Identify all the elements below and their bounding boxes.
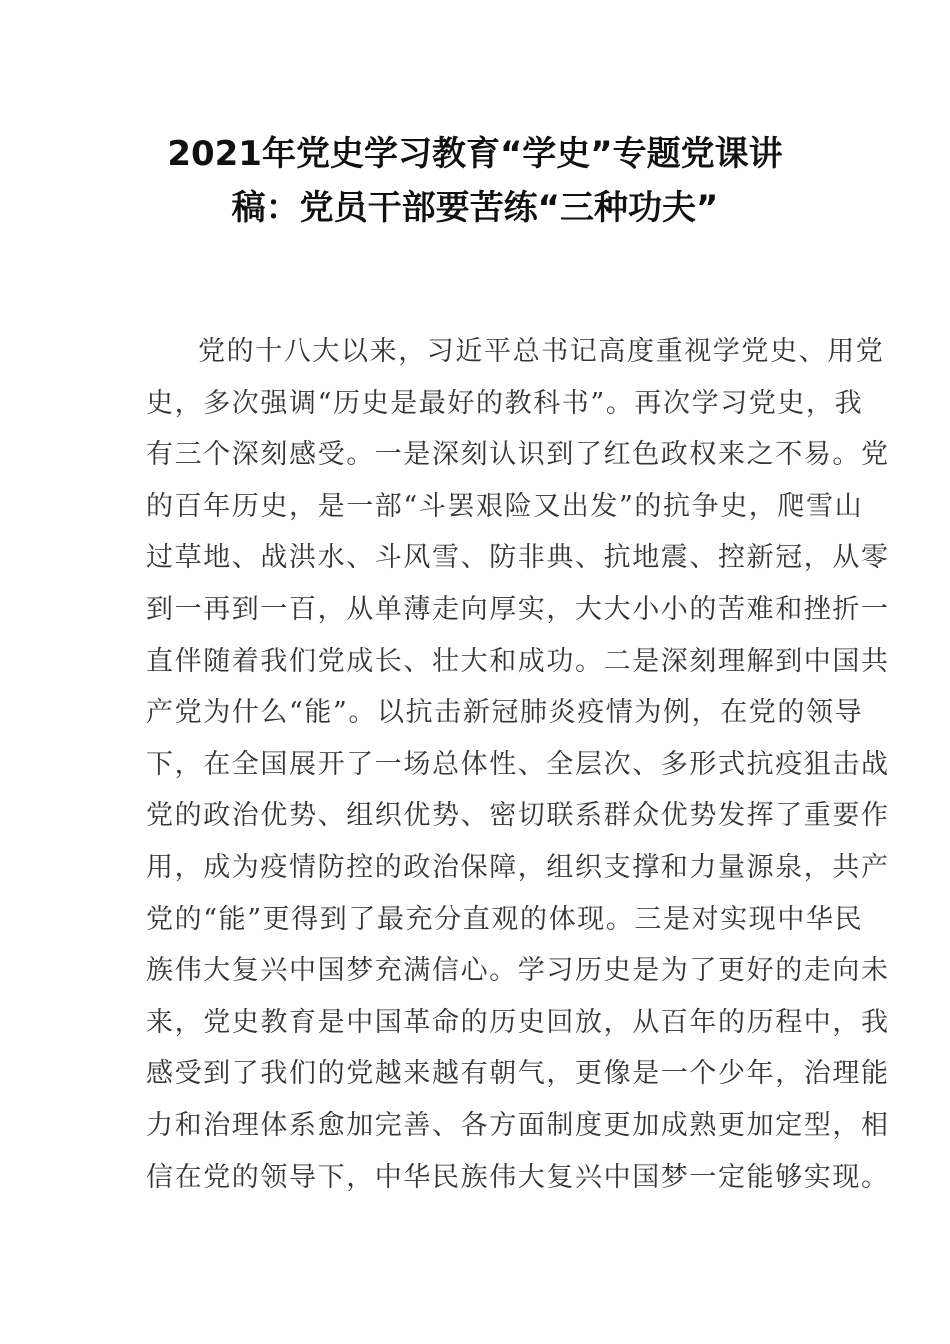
paragraph-line: 信在党的领导下，中华民族伟大复兴中国梦一定能够实现。 bbox=[146, 1161, 890, 1193]
body-paragraph bbox=[146, 326, 890, 1203]
paragraph-line: 族伟大复兴中国梦充满信心。学习历史是为了更好的走向未 bbox=[146, 955, 890, 987]
paragraph-line: 史，多次强调“历史是最好的教科书”。再次学习党史，我 bbox=[146, 387, 864, 419]
title-line-2: 稿：党员干部要苦练“三种功夫” bbox=[231, 188, 719, 228]
paragraph-line: 直伴随着我们党成长、壮大和成功。二是深刻理解到中国共 bbox=[146, 645, 890, 677]
paragraph-line: 的百年历史，是一部“斗罢艰险又出发”的抗争史，爬雪山 bbox=[146, 490, 864, 522]
paragraph-line: 到一再到一百，从单薄走向厚实，大大小小的苦难和挫折一 bbox=[146, 593, 890, 625]
paragraph-line: 用，成为疫情防控的政治保障，组织支撑和力量源泉，共产 bbox=[146, 851, 890, 883]
paragraph-line: 感受到了我们的党越来越有朝气，更像是一个少年，治理能 bbox=[146, 1058, 890, 1090]
paragraph-line: 党的“能”更得到了最充分直观的体现。三是对实现中华民 bbox=[146, 903, 864, 935]
paragraph-line: 党的十八大以来，习近平总书记高度重视学党史、用党 bbox=[198, 336, 885, 367]
paragraph-line: 下，在全国展开了一场总体性、全层次、多形式抗疫狙击战 bbox=[146, 748, 890, 780]
paragraph-line: 力和治理体系愈加完善、各方面制度更加成熟更加定型，相 bbox=[146, 1109, 890, 1141]
paragraph-line: 过草地、战洪水、斗风雪、防非典、抗地震、控新冠，从零 bbox=[146, 542, 890, 574]
paragraph-line: 来，党史教育是中国革命的历史回放，从百年的历程中，我 bbox=[146, 1006, 890, 1038]
paragraph-line: 产党为什么“能”。以抗击新冠肺炎疫情为例，在党的领导 bbox=[146, 697, 864, 729]
title-line-1: 2021年党史学习教育“学史”专题党课讲 bbox=[167, 134, 783, 174]
paragraph-line: 有三个深刻感受。一是深刻认识到了红色政权来之不易。党 bbox=[146, 439, 890, 471]
paragraph-line: 党的政治优势、组织优势、密切联系群众优势发挥了重要作 bbox=[146, 800, 890, 832]
